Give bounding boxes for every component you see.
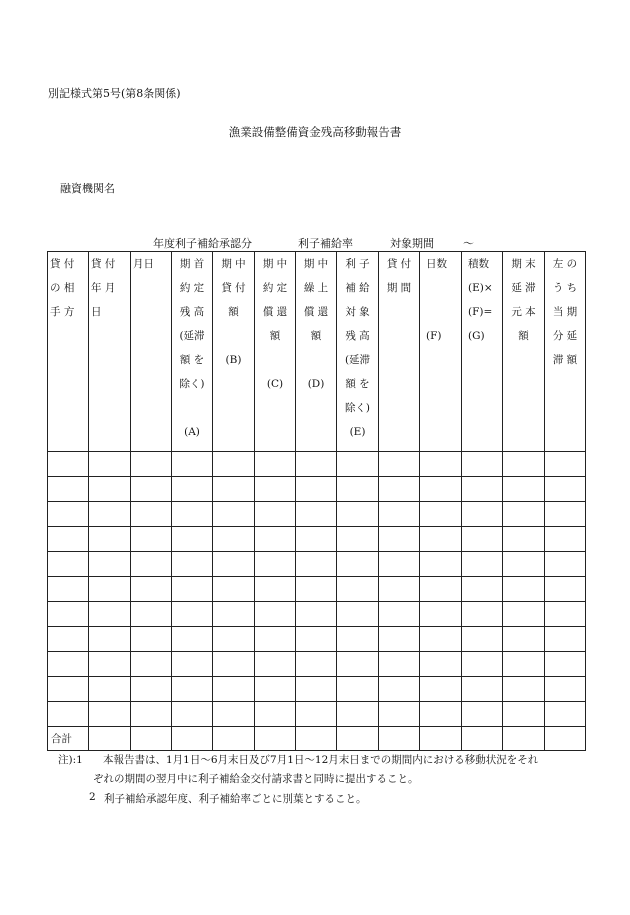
column-header-2 [131,252,172,452]
table-cell[interactable] [255,602,296,627]
table-cell[interactable] [213,577,255,602]
table-cell[interactable] [503,602,545,627]
table-row [48,577,586,602]
table-cell[interactable] [89,702,131,727]
note-2-text: 利子補給承認年度、利子補給率ごとに別葉とすること。 [104,793,367,805]
table-cell[interactable] [48,527,89,552]
table-cell[interactable] [545,702,586,727]
table-cell[interactable] [420,452,462,477]
table-cell[interactable] [420,527,462,552]
header-line: 貸 付 [386,258,412,270]
table-cell[interactable] [545,502,586,527]
table-cell[interactable] [462,702,503,727]
table-cell[interactable] [420,702,462,727]
table-cell[interactable] [545,627,586,652]
column-header-9 [420,252,462,452]
header-line: 延 滞 [511,282,536,294]
table-cell[interactable] [48,677,89,702]
header-line: 貸 付 [50,258,75,270]
total-cell[interactable] [420,727,462,751]
form-reference: 別記様式第5号(第8条関係) [48,87,181,100]
table-cell[interactable] [131,627,172,652]
table-cell[interactable] [337,627,379,652]
table-cell[interactable] [503,452,545,477]
header-line: 対 象 [345,306,370,318]
table-cell[interactable] [545,477,586,502]
column-header-3 [172,252,213,452]
table-cell[interactable] [379,452,420,477]
table-cell[interactable] [255,502,296,527]
header-line: 年 月 [91,282,116,294]
table-cell[interactable] [172,502,213,527]
total-cell[interactable] [131,727,172,751]
header-line: 期 中 [262,258,288,270]
header-line: (E) [349,426,366,438]
header-line: (延滞 [344,354,371,366]
table-cell[interactable] [337,577,379,602]
table-cell[interactable] [296,502,337,527]
table-cell[interactable] [48,552,89,577]
table-cell[interactable] [503,502,545,527]
column-header-12 [545,252,586,452]
table-cell[interactable] [255,652,296,677]
table-cell[interactable] [296,602,337,627]
table-cell[interactable] [379,702,420,727]
header-line: 月日 [133,258,154,270]
table-cell[interactable] [172,652,213,677]
table-row [48,502,586,527]
table-row [48,627,586,652]
table-cell[interactable] [131,452,172,477]
table-row [48,677,586,702]
header-line: 元 本 [511,306,536,318]
total-cell[interactable] [337,727,379,751]
table-cell[interactable] [545,652,586,677]
table-cell[interactable] [420,552,462,577]
header-line: 左 の [552,258,578,270]
total-cell[interactable] [296,727,337,751]
table-cell[interactable] [545,677,586,702]
header-line: 額 [518,330,529,342]
header-line: 当 期 [552,306,578,318]
table-cell[interactable] [89,577,131,602]
table-cell[interactable] [503,677,545,702]
table-cell[interactable] [172,477,213,502]
table-cell[interactable] [379,527,420,552]
header-line: 償 還 [303,306,329,318]
table-cell[interactable] [545,552,586,577]
table-row [48,702,586,727]
table-cell[interactable] [131,652,172,677]
header-line: 残 高 [179,306,205,318]
table-cell[interactable] [255,677,296,702]
header-line: (E)× [468,282,493,294]
table-cell[interactable] [296,527,337,552]
total-cell[interactable] [379,727,420,751]
table-cell[interactable] [48,577,89,602]
table-cell[interactable] [503,477,545,502]
table-cell[interactable] [337,602,379,627]
table-cell[interactable] [48,452,89,477]
header-line: (F) [426,330,442,342]
table-cell[interactable] [462,652,503,677]
table-cell[interactable] [131,577,172,602]
table-cell[interactable] [503,552,545,577]
total-cell[interactable] [89,727,131,751]
table-cell[interactable] [213,527,255,552]
table-row [48,602,586,627]
header-line: 分 延 [552,330,578,342]
note-1-marker: 注):1 [58,754,83,766]
header-line: 約 定 [262,282,288,294]
total-cell[interactable] [172,727,213,751]
lender-name-label: 融資機関名 [60,182,115,195]
note-1-line-2: ぞれの期間の翌月中に利子補給金交付請求書と同時に提出すること。 [93,773,419,785]
column-header-5 [255,252,296,452]
table-cell[interactable] [131,677,172,702]
table-cell[interactable] [420,502,462,527]
table-cell[interactable] [89,627,131,652]
column-header-8 [379,252,420,452]
table-cell[interactable] [462,477,503,502]
table-cell[interactable] [296,652,337,677]
table-cell[interactable] [337,677,379,702]
table-cell[interactable] [296,452,337,477]
table-cell[interactable] [420,652,462,677]
table-cell[interactable] [48,602,89,627]
header-line: 補 給 [345,282,370,294]
table-cell[interactable] [503,527,545,552]
header-line: (B) [225,354,242,366]
table-cell[interactable] [337,477,379,502]
table-cell[interactable] [296,627,337,652]
subsidy-rate-label: 利子補給率 [298,237,353,250]
table-cell[interactable] [255,552,296,577]
table-cell[interactable] [545,527,586,552]
table-cell[interactable] [213,552,255,577]
table-cell[interactable] [462,577,503,602]
table-cell[interactable] [131,702,172,727]
table-cell[interactable] [48,652,89,677]
header-line: (C) [266,378,284,390]
table-cell[interactable] [89,527,131,552]
header-line: 額 を [345,378,370,390]
header-line: 額 を [179,354,205,366]
table-cell[interactable] [89,652,131,677]
balance-movement-table [47,251,586,751]
table-cell[interactable] [503,577,545,602]
table-cell[interactable] [379,652,420,677]
table-cell[interactable] [545,452,586,477]
header-line: 償 還 [262,306,288,318]
note-2-marker: 2 [89,791,96,803]
table-cell[interactable] [172,602,213,627]
column-header-4 [213,252,255,452]
table-cell[interactable] [89,452,131,477]
header-line: の 相 [50,282,75,294]
table-row [48,652,586,677]
table-cell[interactable] [337,452,379,477]
header-line: 残 高 [345,330,370,342]
header-line: 滞 額 [552,354,578,366]
table-cell[interactable] [420,477,462,502]
table-cell[interactable] [379,552,420,577]
approval-year-label: 年度利子補給承認分 [153,237,252,250]
header-line: 額 [228,306,239,318]
table-cell[interactable] [255,702,296,727]
header-line: 期 首 [179,258,205,270]
table-cell[interactable] [296,702,337,727]
header-row [48,252,586,452]
table-cell[interactable] [89,602,131,627]
table-cell[interactable] [420,677,462,702]
table-cell[interactable] [172,452,213,477]
table-cell[interactable] [462,677,503,702]
table-cell[interactable] [379,502,420,527]
header-line: 期 中 [303,258,329,270]
header-line: (A) [184,426,200,438]
table-cell[interactable] [172,677,213,702]
header-line: 期 中 [221,258,246,270]
table-cell[interactable] [337,652,379,677]
header-line: 期 間 [386,282,412,294]
table-cell[interactable] [89,502,131,527]
document-title: 漁業設備整備資金残高移動報告書 [228,125,402,139]
table-cell[interactable] [213,702,255,727]
header-line [420,300,461,324]
header-line: 額 [310,330,322,342]
column-header-0 [48,252,89,452]
table-cell[interactable] [48,702,89,727]
total-cell[interactable] [213,727,255,751]
table-cell[interactable] [255,577,296,602]
table-cell[interactable] [503,627,545,652]
table-cell[interactable] [255,627,296,652]
column-header-11 [503,252,545,452]
header-line: 額 [269,330,281,342]
header-line: 約 定 [179,282,205,294]
header-line: 手 方 [50,306,75,318]
table-cell[interactable] [462,627,503,652]
table-cell[interactable] [379,577,420,602]
header-line [296,348,336,372]
header-line: 貸 付 [91,258,116,270]
note-1-line-1: 本報告書は、1月1日〜6月末日及び7月1日〜12月末日までの期間内における移動状況をそれ [103,754,539,766]
total-label: 合計 [48,727,89,751]
header-line: う ち [552,282,578,294]
table-cell[interactable] [48,477,89,502]
table-cell[interactable] [131,552,172,577]
header-line [213,324,254,348]
table-cell[interactable] [296,677,337,702]
total-cell[interactable] [503,727,545,751]
table-cell[interactable] [503,702,545,727]
column-header-6 [296,252,337,452]
table-cell[interactable] [296,477,337,502]
table-cell[interactable] [337,502,379,527]
header-line: (G) [468,330,485,342]
table-cell[interactable] [462,452,503,477]
table-cell[interactable] [379,677,420,702]
table-cell[interactable] [131,502,172,527]
table-cell[interactable] [172,527,213,552]
table-cell[interactable] [213,477,255,502]
table-cell[interactable] [255,477,296,502]
column-header-7 [337,252,379,452]
table-cell[interactable] [48,627,89,652]
header-line: 積数 [468,258,489,270]
table-cell[interactable] [545,577,586,602]
table-cell[interactable] [462,527,503,552]
table-cell[interactable] [213,602,255,627]
table-cell[interactable] [255,527,296,552]
table-cell[interactable] [89,477,131,502]
table-cell[interactable] [213,677,255,702]
header-line: 日数 [426,258,447,270]
total-cell[interactable] [462,727,503,751]
table-cell[interactable] [337,527,379,552]
header-line: (F)= [468,306,493,318]
table-cell[interactable] [89,677,131,702]
table-cell[interactable] [213,627,255,652]
table-cell[interactable] [213,652,255,677]
table-cell[interactable] [213,502,255,527]
table-cell[interactable] [131,527,172,552]
table-cell[interactable] [131,602,172,627]
column-header-1 [89,252,131,452]
header-line: 日 [91,306,102,318]
table-cell[interactable] [255,452,296,477]
table-cell[interactable] [172,702,213,727]
table-row [48,527,586,552]
total-cell[interactable] [545,727,586,751]
table-cell[interactable] [172,577,213,602]
table-cell[interactable] [545,602,586,627]
table-cell[interactable] [420,577,462,602]
table-row [48,477,586,502]
header-line: 繰 上 [303,282,329,294]
table-cell[interactable] [48,502,89,527]
header-line: 除く) [344,402,371,414]
table-cell[interactable] [296,552,337,577]
header-line: 期 末 [511,258,536,270]
table-cell[interactable] [172,552,213,577]
header-line: (延滞 [179,330,205,342]
header-line: 貸 付 [221,282,246,294]
table-cell[interactable] [503,652,545,677]
table-cell[interactable] [337,702,379,727]
table-cell[interactable] [213,452,255,477]
table-cell[interactable] [379,477,420,502]
header-line [255,348,295,372]
table-cell[interactable] [420,602,462,627]
table-row [48,552,586,577]
target-period-label: 対象期間 [390,237,434,250]
header-line: 利 子 [345,258,370,270]
table-cell[interactable] [172,627,213,652]
header-line [172,396,212,420]
table-cell[interactable] [89,552,131,577]
table-cell[interactable] [131,477,172,502]
table-cell[interactable] [296,577,337,602]
period-tilde: 〜 [463,237,474,250]
table-cell[interactable] [379,602,420,627]
table-cell[interactable] [379,627,420,652]
header-line [420,276,461,300]
table-cell[interactable] [420,627,462,652]
total-row [48,727,586,751]
column-header-10 [462,252,503,452]
table-cell[interactable] [337,552,379,577]
header-line: (D) [307,378,325,390]
table-cell[interactable] [462,602,503,627]
table-row [48,452,586,477]
table-cell[interactable] [462,552,503,577]
header-line: 除く) [179,378,205,390]
table-cell[interactable] [462,502,503,527]
total-cell[interactable] [255,727,296,751]
